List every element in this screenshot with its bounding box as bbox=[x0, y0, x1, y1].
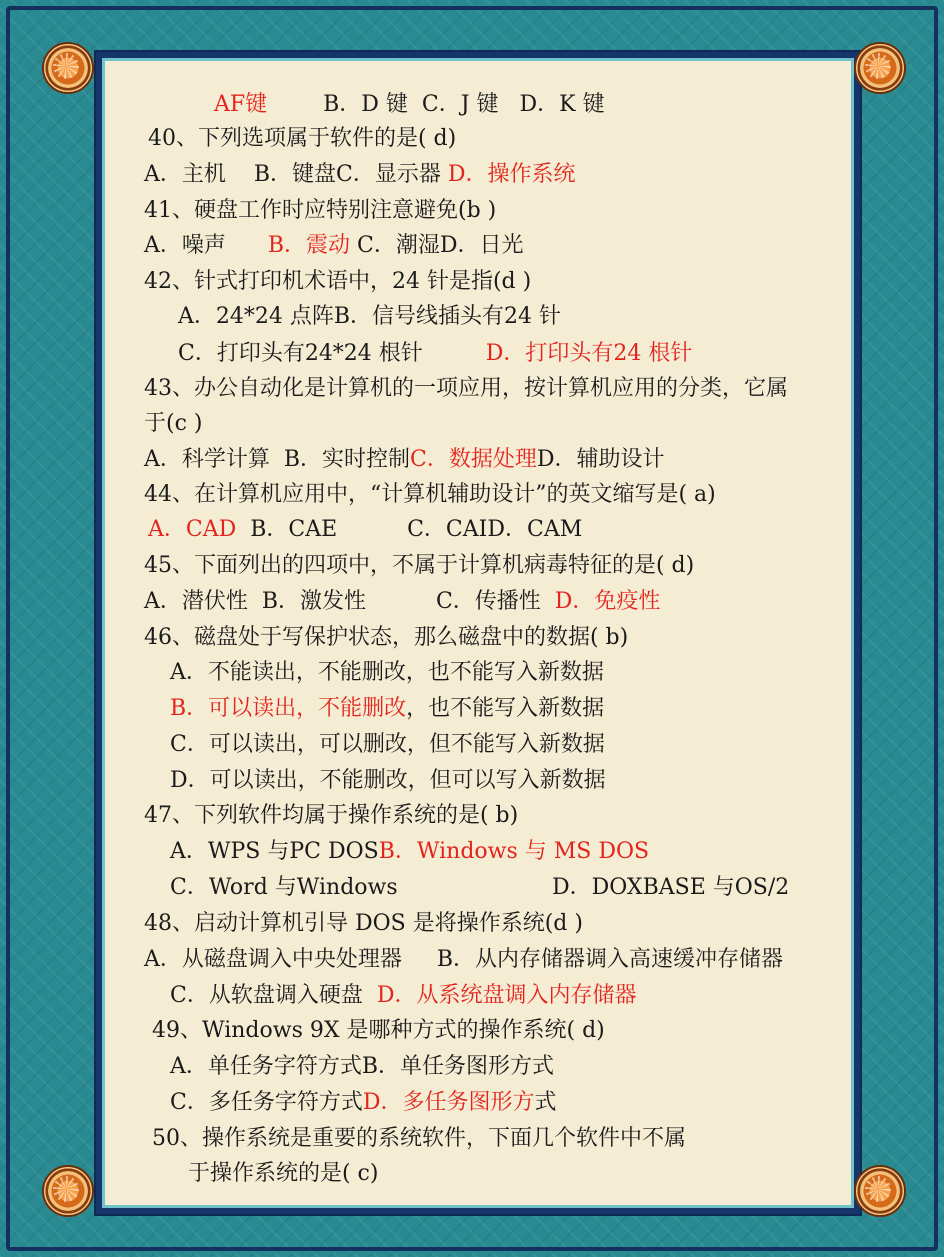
option-text: C．打印头有24*24 根针 bbox=[177, 341, 486, 366]
question-text: 46、磁盘处于写保护状态，那么磁盘中的数据( b) bbox=[143, 625, 629, 650]
question-text: 41、硬盘工作时应特别注意避免(b ) bbox=[143, 198, 497, 223]
option-text: D．可以读出，不能删改，但可以写入新数据 bbox=[169, 768, 606, 793]
question-text: 43、办公自动化是计算机的一项应用，按计算机应用的分类，它属 bbox=[143, 376, 788, 401]
question-text: 于(c ) bbox=[143, 411, 203, 436]
answer-highlight: A．CAD bbox=[147, 517, 237, 542]
option-text: C．Word 与Windows bbox=[169, 875, 398, 900]
option-text: A．从磁盘调入中央处理器 B．从内存储器调入高速缓冲存储器 bbox=[143, 947, 784, 972]
question-text: 50、操作系统是重要的系统软件，下面几个软件中不属 bbox=[151, 1126, 686, 1151]
answer-highlight: B．Windows 与 MS DOS bbox=[378, 839, 650, 864]
option-text: A．主机 B．键盘C．显示器 bbox=[143, 162, 448, 187]
option-text: A．24*24 点阵B．信号线插头有24 针 bbox=[177, 304, 562, 329]
option-text: C．可以读出，可以删改，但不能写入新数据 bbox=[169, 732, 605, 757]
answer-highlight: D．打印头有24 根针 bbox=[485, 341, 693, 366]
option-text: A．单任务字符方式B．单任务图形方式 bbox=[169, 1054, 555, 1079]
option-text: B．CAE C．CAID．CAM bbox=[236, 517, 583, 542]
question-50-cont bbox=[160, 1129, 378, 1219]
question-text: 45、下面列出的四项中，不属于计算机病毒特征的是( d) bbox=[143, 553, 695, 578]
answer-highlight: B．震动 bbox=[267, 233, 351, 258]
question-text: 44、在计算机应用中，“计算机辅助设计”的英文缩写是( a) bbox=[143, 482, 716, 507]
answer-highlight: D．多任务图形方 bbox=[362, 1090, 535, 1115]
option-text: A．噪声 bbox=[143, 233, 268, 258]
option-text: B．D 键 C．J 键 D．K 键 bbox=[267, 92, 605, 117]
question-text: 40、下列选项属于软件的是( d) bbox=[147, 126, 457, 151]
option-text: A．科学计算 B．实时控制 bbox=[143, 447, 411, 472]
option-text: A．不能读出，不能删改，也不能写入新数据 bbox=[169, 660, 604, 685]
answer-highlight: AF键 bbox=[213, 92, 268, 117]
question-text: 47、下列软件均属于操作系统的是( b) bbox=[143, 803, 519, 828]
option-text: C．从软盘调入硬盘 bbox=[169, 983, 377, 1008]
question-text: 42、针式打印机术语中，24 针是指(d ) bbox=[143, 269, 532, 294]
answer-highlight: C．数据处理 bbox=[410, 447, 537, 472]
answer-highlight: B．可以读出，不能删改 bbox=[169, 696, 407, 721]
question-text: 48、启动计算机引导 DOS 是将操作系统(d ) bbox=[143, 911, 583, 936]
option-text: D．辅助设计 bbox=[536, 447, 665, 472]
option-text: C．潮湿D．日光 bbox=[350, 233, 524, 258]
option-text: A．WPS 与PC DOS bbox=[169, 839, 379, 864]
option-text: 式 bbox=[534, 1090, 557, 1115]
answer-highlight: D．免疫性 bbox=[554, 589, 661, 614]
option-text: A．潜伏性 B．激发性 C．传播性 bbox=[143, 589, 555, 614]
answer-highlight: D．操作系统 bbox=[447, 162, 576, 187]
answer-highlight: D．从系统盘调入内存储器 bbox=[376, 983, 637, 1008]
option-text: ，也不能写入新数据 bbox=[406, 696, 605, 721]
option-text: C．多任务字符方式 bbox=[169, 1090, 363, 1115]
question-text: 49、Windows 9X 是哪种方式的操作系统( d) bbox=[151, 1018, 605, 1043]
option-text: D．DOXBASE 与OS/2 bbox=[551, 875, 790, 900]
question-text: 于操作系统的是( c) bbox=[187, 1161, 379, 1186]
